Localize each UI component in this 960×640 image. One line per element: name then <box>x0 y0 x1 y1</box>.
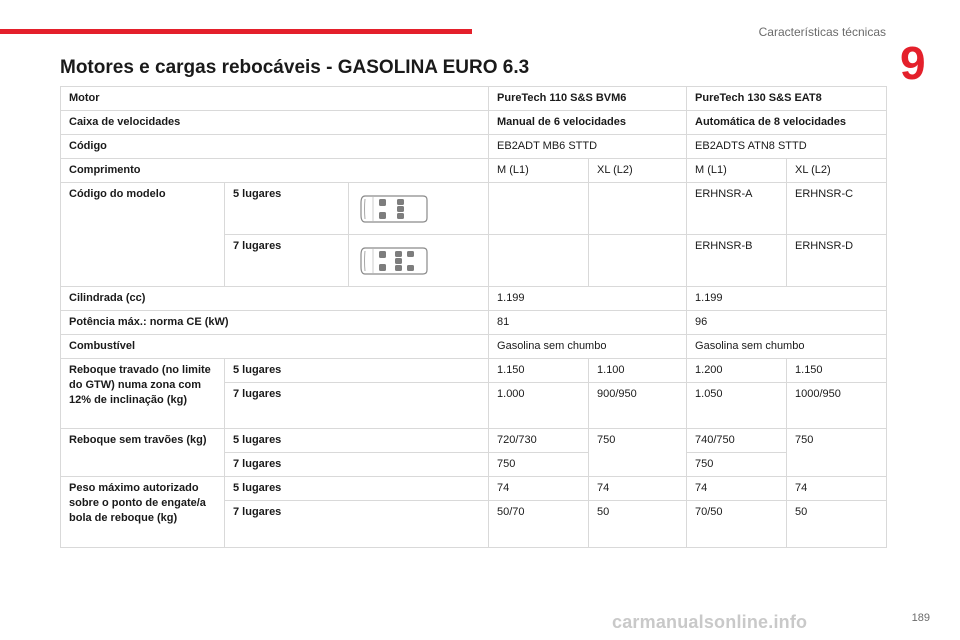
table-cell: Potência máx.: norma CE (kW) <box>61 311 489 335</box>
table-cell: 750 <box>589 429 687 453</box>
table-cell: 74 <box>589 477 687 501</box>
table-row <box>61 287 887 311</box>
table-row <box>61 429 887 453</box>
table-cell: Código do modelo <box>61 183 225 287</box>
table-cell: 1.150 <box>489 359 589 383</box>
table-cell: Cilindrada (cc) <box>61 287 489 311</box>
table-row <box>61 135 887 159</box>
table-cell: 1.200 <box>687 359 787 383</box>
table-cell: 1.000 <box>489 383 589 429</box>
table-cell: 720/730 <box>489 429 589 453</box>
table-row <box>61 159 887 183</box>
table-cell: Reboque travado (no limite do GTW) numa zona com 12% de inclinação (kg) <box>61 359 225 429</box>
van-7-seats-icon <box>359 243 429 279</box>
table-cell: ERHNSR-D <box>787 235 887 287</box>
table-cell <box>489 183 589 235</box>
table-cell: Automática de 8 velocidades <box>687 111 887 135</box>
table-cell: 5 lugares <box>225 429 489 453</box>
van-5-seats-icon <box>359 191 429 227</box>
table-cell <box>349 235 489 287</box>
table-cell: 750 <box>489 453 589 477</box>
table-cell: 5 lugares <box>225 359 489 383</box>
table-cell: 1.199 <box>489 287 687 311</box>
table-cell: Manual de 6 velocidades <box>489 111 687 135</box>
table-cell: 7 lugares <box>225 235 349 287</box>
chapter-number: 9 <box>900 37 926 89</box>
table-cell: M (L1) <box>489 159 589 183</box>
watermark: carmanualsonline.info <box>612 612 808 632</box>
table-cell: 7 lugares <box>225 383 489 429</box>
table-cell: 750 <box>687 453 787 477</box>
table-cell: 740/750 <box>687 429 787 453</box>
table-row <box>61 359 887 383</box>
table-cell <box>489 235 589 287</box>
table-cell: XL (L2) <box>787 159 887 183</box>
table-cell: Peso máximo autorizado sobre o ponto de engate/a bola de reboque (kg) <box>61 477 225 548</box>
table-row <box>61 111 887 135</box>
table-cell: 50 <box>787 501 887 548</box>
table-cell <box>589 183 687 235</box>
table-cell: PureTech 110 S&S BVM6 <box>489 87 687 111</box>
table-cell: Reboque sem travões (kg) <box>61 429 225 477</box>
table-cell <box>589 235 687 287</box>
table-cell: EB2ADTS ATN8 STTD <box>687 135 887 159</box>
table-cell: Código <box>61 135 489 159</box>
table-cell: Motor <box>61 87 489 111</box>
table-cell: 1.100 <box>589 359 687 383</box>
page-number: 189 <box>911 612 930 624</box>
table-cell: Gasolina sem chumbo <box>687 335 887 359</box>
table-cell: 74 <box>489 477 589 501</box>
table-cell: 1.199 <box>687 287 887 311</box>
table-cell: Comprimento <box>61 159 489 183</box>
table-cell: 5 lugares <box>225 183 349 235</box>
table-cell: XL (L2) <box>589 159 687 183</box>
table-cell: 74 <box>687 477 787 501</box>
table-cell: ERHNSR-A <box>687 183 787 235</box>
table-cell: 74 <box>787 477 887 501</box>
page-title: Motores e cargas rebocáveis - GASOLINA EURO 6.3 <box>60 57 530 78</box>
table-cell: 50/70 <box>489 501 589 548</box>
table-cell: 5 lugares <box>225 477 489 501</box>
section-title: Características técnicas <box>758 25 886 39</box>
table-cell: ERHNSR-B <box>687 235 787 287</box>
table-cell: 50 <box>589 501 687 548</box>
table-cell: 900/950 <box>589 383 687 429</box>
table-cell: 1000/950 <box>787 383 887 429</box>
table-cell: 1.050 <box>687 383 787 429</box>
table-cell: Gasolina sem chumbo <box>489 335 687 359</box>
table-cell: Combustível <box>61 335 489 359</box>
table-cell: 1.150 <box>787 359 887 383</box>
table-cell: Caixa de velocidades <box>61 111 489 135</box>
table-row <box>61 87 887 111</box>
table-cell: 70/50 <box>687 501 787 548</box>
table-cell: 96 <box>687 311 887 335</box>
header-accent-bar <box>0 29 472 34</box>
table-cell: PureTech 130 S&S EAT8 <box>687 87 887 111</box>
table-cell <box>787 453 887 477</box>
table-row <box>61 311 887 335</box>
table-row <box>61 477 887 501</box>
table-cell: 750 <box>787 429 887 453</box>
table-cell: 7 lugares <box>225 501 489 548</box>
table-cell: EB2ADT MB6 STTD <box>489 135 687 159</box>
table-cell: ERHNSR-C <box>787 183 887 235</box>
table-cell: 7 lugares <box>225 453 489 477</box>
table-cell <box>349 183 489 235</box>
table-cell: 81 <box>489 311 687 335</box>
table-row <box>61 335 887 359</box>
table-cell <box>589 453 687 477</box>
table-cell: M (L1) <box>687 159 787 183</box>
engine-spec-table <box>60 86 887 548</box>
table-row <box>61 183 887 235</box>
